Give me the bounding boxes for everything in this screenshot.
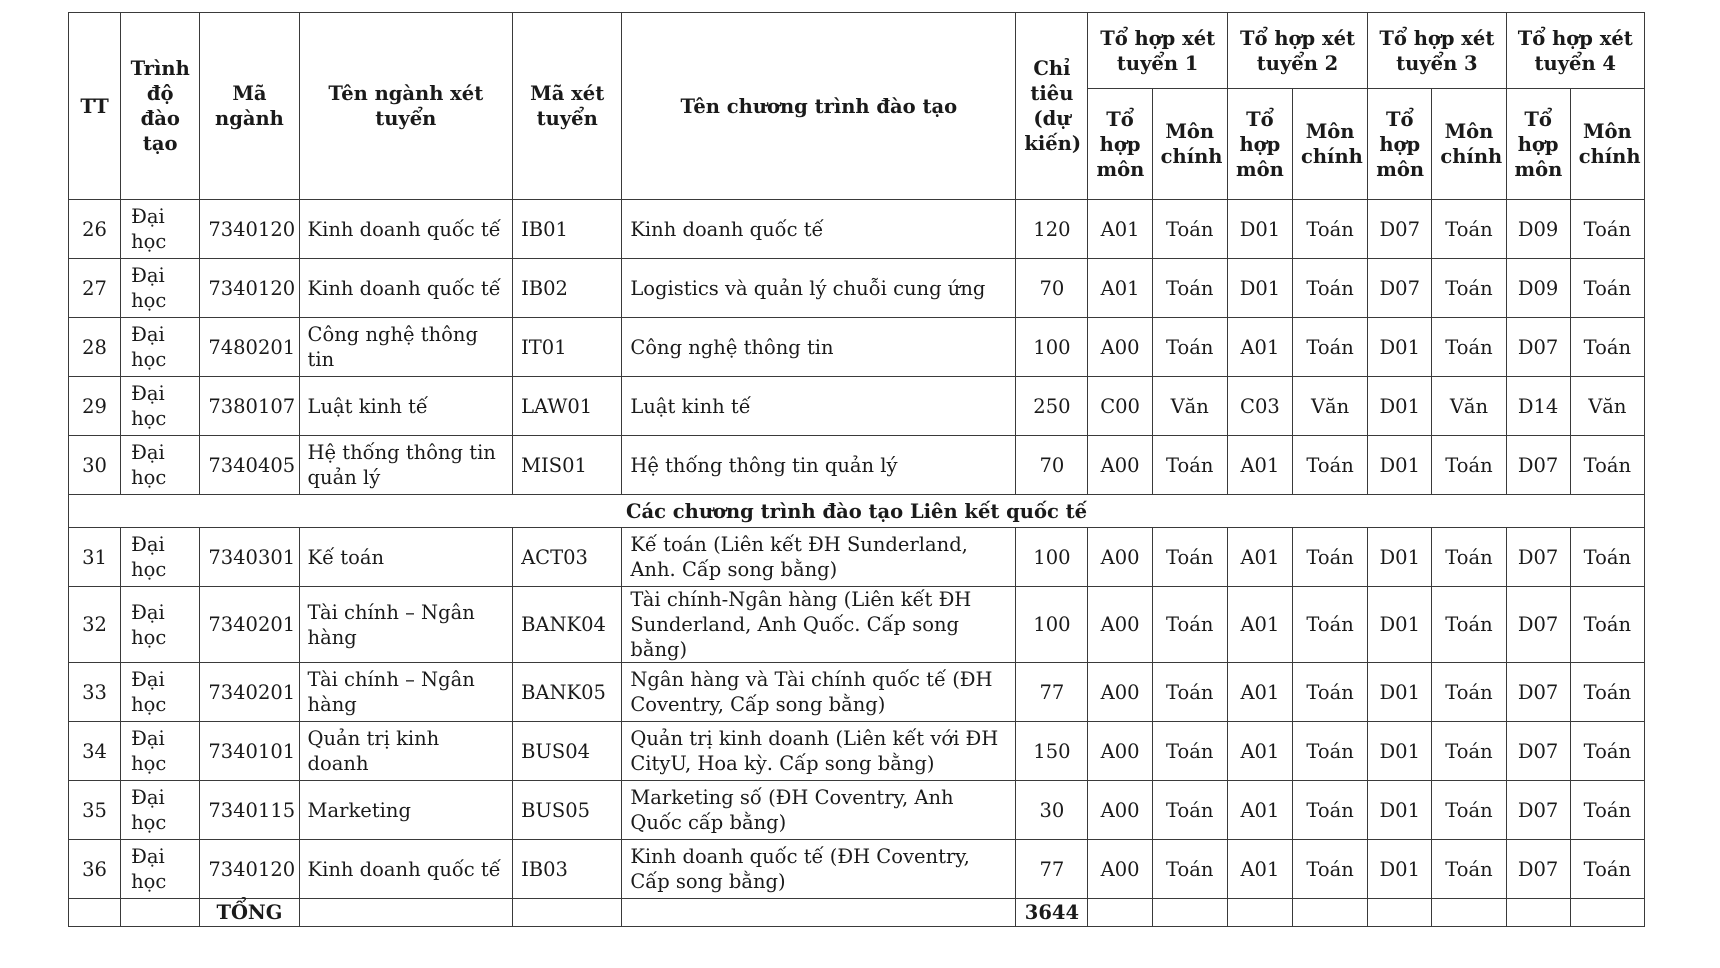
combo-1-main-subject: Toán	[1152, 587, 1227, 663]
combo-4-main-subject: Toán	[1570, 840, 1644, 899]
total-empty-cell	[513, 899, 622, 927]
table-row	[69, 840, 1645, 899]
header-combo-subjects: Tổ hợp môn	[1227, 89, 1292, 200]
combo-2-main-subject: Toán	[1293, 436, 1368, 495]
major-code: 7340405	[200, 436, 299, 495]
combo-2-subjects: A01	[1227, 436, 1292, 495]
major-code: 7340120	[200, 259, 299, 318]
table-body-international	[69, 528, 1645, 899]
combo-2-main-subject: Toán	[1293, 318, 1368, 377]
total-label: TỔNG	[200, 899, 299, 927]
quota: 150	[1016, 722, 1088, 781]
combo-4-main-subject: Toán	[1570, 722, 1644, 781]
program-name: Ngân hàng và Tài chính quốc tế (ĐH Coventry, Cấp song bằng)	[622, 663, 1016, 722]
header-major-code: Mã ngành	[200, 13, 299, 200]
major-name: Kinh doanh quốc tế	[299, 200, 513, 259]
combo-1-main-subject: Toán	[1152, 663, 1227, 722]
header-combo-2: Tổ hợp xét tuyển 2	[1227, 13, 1367, 89]
total-empty-cell	[1293, 899, 1368, 927]
header-level: Trình độ đào tạo	[121, 13, 200, 200]
admission-code: MIS01	[513, 436, 622, 495]
table-row	[69, 259, 1645, 318]
combo-2-subjects: A01	[1227, 587, 1292, 663]
major-code: 7340201	[200, 663, 299, 722]
combo-3-subjects: D01	[1368, 528, 1432, 587]
quota: 100	[1016, 528, 1088, 587]
program-name: Kế toán (Liên kết ĐH Sunderland, Anh. Cấp song bằng)	[622, 528, 1016, 587]
total-empty-cell	[1368, 899, 1432, 927]
combo-4-main-subject: Toán	[1570, 663, 1644, 722]
row-number: 31	[69, 528, 121, 587]
combo-3-main-subject: Toán	[1432, 436, 1506, 495]
combo-4-subjects: D07	[1506, 840, 1570, 899]
combo-3-main-subject: Văn	[1432, 377, 1506, 436]
admission-code: IB01	[513, 200, 622, 259]
major-name: Kinh doanh quốc tế	[299, 840, 513, 899]
total-empty-cell	[1506, 899, 1570, 927]
program-name: Marketing số (ĐH Coventry, Anh Quốc cấp bằng)	[622, 781, 1016, 840]
admission-code: ACT03	[513, 528, 622, 587]
total-empty-cell	[121, 899, 200, 927]
combo-2-main-subject: Toán	[1293, 722, 1368, 781]
combo-2-subjects: A01	[1227, 318, 1292, 377]
combo-3-main-subject: Toán	[1432, 528, 1506, 587]
header-program-name: Tên chương trình đào tạo	[622, 13, 1016, 200]
header-major-name: Tên ngành xét tuyển	[299, 13, 513, 200]
education-level: Đại học	[121, 587, 200, 663]
combo-1-subjects: A00	[1088, 781, 1152, 840]
table-footer	[69, 899, 1645, 927]
admission-code: BUS04	[513, 722, 622, 781]
table-row	[69, 436, 1645, 495]
education-level: Đại học	[121, 781, 200, 840]
combo-2-main-subject: Toán	[1293, 587, 1368, 663]
combo-4-main-subject: Toán	[1570, 200, 1644, 259]
section-divider	[69, 495, 1645, 528]
total-empty-cell	[1152, 899, 1227, 927]
header-tt: TT	[69, 13, 121, 200]
quota: 30	[1016, 781, 1088, 840]
row-number: 34	[69, 722, 121, 781]
table-row	[69, 200, 1645, 259]
combo-4-subjects: D07	[1506, 722, 1570, 781]
combo-3-subjects: D01	[1368, 781, 1432, 840]
combo-4-main-subject: Toán	[1570, 436, 1644, 495]
header-main-subject: Môn chính	[1152, 89, 1227, 200]
major-code: 7340101	[200, 722, 299, 781]
header-combo-3: Tổ hợp xét tuyển 3	[1368, 13, 1506, 89]
major-name: Quản trị kinh doanh	[299, 722, 513, 781]
total-empty-cell	[1227, 899, 1292, 927]
combo-1-main-subject: Toán	[1152, 840, 1227, 899]
combo-4-subjects: D14	[1506, 377, 1570, 436]
major-code: 7340120	[200, 840, 299, 899]
admission-code: IB03	[513, 840, 622, 899]
row-number: 35	[69, 781, 121, 840]
total-empty-cell	[1432, 899, 1506, 927]
major-name: Công nghệ thông tin	[299, 318, 513, 377]
major-name: Tài chính – Ngân hàng	[299, 587, 513, 663]
row-number: 27	[69, 259, 121, 318]
header-main-subject: Môn chính	[1570, 89, 1644, 200]
education-level: Đại học	[121, 722, 200, 781]
quota: 70	[1016, 436, 1088, 495]
combo-4-subjects: D07	[1506, 318, 1570, 377]
combo-1-subjects: C00	[1088, 377, 1152, 436]
combo-2-subjects: A01	[1227, 663, 1292, 722]
total-empty-cell	[1570, 899, 1644, 927]
combo-1-main-subject: Toán	[1152, 200, 1227, 259]
combo-1-subjects: A00	[1088, 436, 1152, 495]
row-number: 30	[69, 436, 121, 495]
combo-2-main-subject: Toán	[1293, 781, 1368, 840]
table-body-domestic	[69, 200, 1645, 495]
combo-2-main-subject: Văn	[1293, 377, 1368, 436]
header-main-subject: Môn chính	[1432, 89, 1506, 200]
combo-3-subjects: D01	[1368, 722, 1432, 781]
combo-1-subjects: A00	[1088, 840, 1152, 899]
combo-1-main-subject: Văn	[1152, 377, 1227, 436]
program-name: Quản trị kinh doanh (Liên kết với ĐH CityU, Hoa kỳ. Cấp song bằng)	[622, 722, 1016, 781]
admission-code: LAW01	[513, 377, 622, 436]
combo-3-subjects: D07	[1368, 259, 1432, 318]
quota: 77	[1016, 663, 1088, 722]
total-empty-cell	[1088, 899, 1152, 927]
program-name: Hệ thống thông tin quản lý	[622, 436, 1016, 495]
total-quota: 3644	[1016, 899, 1088, 927]
combo-3-subjects: D01	[1368, 377, 1432, 436]
table-row	[69, 528, 1645, 587]
header-quota: Chỉ tiêu (dự kiến)	[1016, 13, 1088, 200]
program-name: Logistics và quản lý chuỗi cung ứng	[622, 259, 1016, 318]
major-code: 7340301	[200, 528, 299, 587]
combo-1-subjects: A00	[1088, 318, 1152, 377]
row-number: 36	[69, 840, 121, 899]
combo-2-main-subject: Toán	[1293, 259, 1368, 318]
education-level: Đại học	[121, 528, 200, 587]
program-name: Kinh doanh quốc tế	[622, 200, 1016, 259]
combo-2-subjects: A01	[1227, 722, 1292, 781]
program-name: Công nghệ thông tin	[622, 318, 1016, 377]
header-combo-subjects: Tổ hợp môn	[1506, 89, 1570, 200]
table-row	[69, 318, 1645, 377]
education-level: Đại học	[121, 377, 200, 436]
quota: 250	[1016, 377, 1088, 436]
combo-4-main-subject: Toán	[1570, 528, 1644, 587]
header-combo-subjects: Tổ hợp môn	[1088, 89, 1152, 200]
combo-1-subjects: A01	[1088, 259, 1152, 318]
admissions-table	[68, 12, 1645, 927]
header-main-subject: Môn chính	[1293, 89, 1368, 200]
header-combo-4: Tổ hợp xét tuyển 4	[1506, 13, 1644, 89]
table-header	[69, 13, 1645, 200]
table-row	[69, 781, 1645, 840]
admission-code: BUS05	[513, 781, 622, 840]
program-name: Luật kinh tế	[622, 377, 1016, 436]
combo-1-subjects: A00	[1088, 722, 1152, 781]
combo-1-subjects: A00	[1088, 663, 1152, 722]
combo-4-subjects: D09	[1506, 259, 1570, 318]
combo-2-subjects: A01	[1227, 840, 1292, 899]
combo-3-subjects: D07	[1368, 200, 1432, 259]
admission-code: BANK05	[513, 663, 622, 722]
quota: 70	[1016, 259, 1088, 318]
combo-2-subjects: A01	[1227, 781, 1292, 840]
combo-2-subjects: A01	[1227, 528, 1292, 587]
combo-3-main-subject: Toán	[1432, 781, 1506, 840]
row-number: 26	[69, 200, 121, 259]
combo-3-subjects: D01	[1368, 663, 1432, 722]
combo-2-subjects: D01	[1227, 259, 1292, 318]
combo-4-subjects: D07	[1506, 587, 1570, 663]
major-code: 7480201	[200, 318, 299, 377]
combo-1-subjects: A00	[1088, 528, 1152, 587]
combo-4-subjects: D07	[1506, 436, 1570, 495]
combo-3-main-subject: Toán	[1432, 318, 1506, 377]
table-row	[69, 663, 1645, 722]
combo-2-main-subject: Toán	[1293, 663, 1368, 722]
combo-3-subjects: D01	[1368, 436, 1432, 495]
row-number: 29	[69, 377, 121, 436]
combo-4-subjects: D09	[1506, 200, 1570, 259]
total-empty-cell	[622, 899, 1016, 927]
quota: 120	[1016, 200, 1088, 259]
combo-2-subjects: C03	[1227, 377, 1292, 436]
major-code: 7340201	[200, 587, 299, 663]
combo-1-main-subject: Toán	[1152, 781, 1227, 840]
major-name: Hệ thống thông tin quản lý	[299, 436, 513, 495]
row-number: 33	[69, 663, 121, 722]
major-name: Kế toán	[299, 528, 513, 587]
combo-3-subjects: D01	[1368, 587, 1432, 663]
combo-2-main-subject: Toán	[1293, 528, 1368, 587]
combo-3-main-subject: Toán	[1432, 587, 1506, 663]
major-code: 7340115	[200, 781, 299, 840]
combo-3-main-subject: Toán	[1432, 840, 1506, 899]
education-level: Đại học	[121, 318, 200, 377]
combo-1-subjects: A00	[1088, 587, 1152, 663]
table-row	[69, 587, 1645, 663]
combo-3-main-subject: Toán	[1432, 722, 1506, 781]
table-row	[69, 377, 1645, 436]
combo-1-main-subject: Toán	[1152, 318, 1227, 377]
combo-3-subjects: D01	[1368, 318, 1432, 377]
header-combo-1: Tổ hợp xét tuyển 1	[1088, 13, 1227, 89]
combo-2-main-subject: Toán	[1293, 840, 1368, 899]
combo-1-main-subject: Toán	[1152, 259, 1227, 318]
combo-2-main-subject: Toán	[1293, 200, 1368, 259]
major-code: 7340120	[200, 200, 299, 259]
row-number: 32	[69, 587, 121, 663]
education-level: Đại học	[121, 663, 200, 722]
combo-4-main-subject: Toán	[1570, 318, 1644, 377]
education-level: Đại học	[121, 259, 200, 318]
combo-1-subjects: A01	[1088, 200, 1152, 259]
quota: 100	[1016, 318, 1088, 377]
combo-3-main-subject: Toán	[1432, 200, 1506, 259]
combo-4-main-subject: Văn	[1570, 377, 1644, 436]
section-title: Các chương trình đào tạo Liên kết quốc tế	[69, 495, 1645, 528]
header-admission-code: Mã xét tuyển	[513, 13, 622, 200]
quota: 100	[1016, 587, 1088, 663]
major-name: Marketing	[299, 781, 513, 840]
total-empty-cell	[69, 899, 121, 927]
admission-code: IT01	[513, 318, 622, 377]
combo-3-main-subject: Toán	[1432, 663, 1506, 722]
total-empty-cell	[299, 899, 513, 927]
combo-4-main-subject: Toán	[1570, 259, 1644, 318]
major-name: Kinh doanh quốc tế	[299, 259, 513, 318]
combo-1-main-subject: Toán	[1152, 528, 1227, 587]
major-name: Luật kinh tế	[299, 377, 513, 436]
program-name: Tài chính-Ngân hàng (Liên kết ĐH Sunderland, Anh Quốc. Cấp song bằng)	[622, 587, 1016, 663]
combo-4-subjects: D07	[1506, 528, 1570, 587]
major-code: 7380107	[200, 377, 299, 436]
combo-3-subjects: D01	[1368, 840, 1432, 899]
education-level: Đại học	[121, 840, 200, 899]
header-combo-subjects: Tổ hợp môn	[1368, 89, 1432, 200]
combo-1-main-subject: Toán	[1152, 722, 1227, 781]
major-name: Tài chính – Ngân hàng	[299, 663, 513, 722]
admission-code: BANK04	[513, 587, 622, 663]
combo-1-main-subject: Toán	[1152, 436, 1227, 495]
education-level: Đại học	[121, 200, 200, 259]
combo-4-subjects: D07	[1506, 663, 1570, 722]
quota: 77	[1016, 840, 1088, 899]
table-row	[69, 722, 1645, 781]
combo-2-subjects: D01	[1227, 200, 1292, 259]
combo-4-main-subject: Toán	[1570, 587, 1644, 663]
admission-code: IB02	[513, 259, 622, 318]
combo-4-subjects: D07	[1506, 781, 1570, 840]
combo-3-main-subject: Toán	[1432, 259, 1506, 318]
education-level: Đại học	[121, 436, 200, 495]
combo-4-main-subject: Toán	[1570, 781, 1644, 840]
row-number: 28	[69, 318, 121, 377]
program-name: Kinh doanh quốc tế (ĐH Coventry, Cấp song bằng)	[622, 840, 1016, 899]
